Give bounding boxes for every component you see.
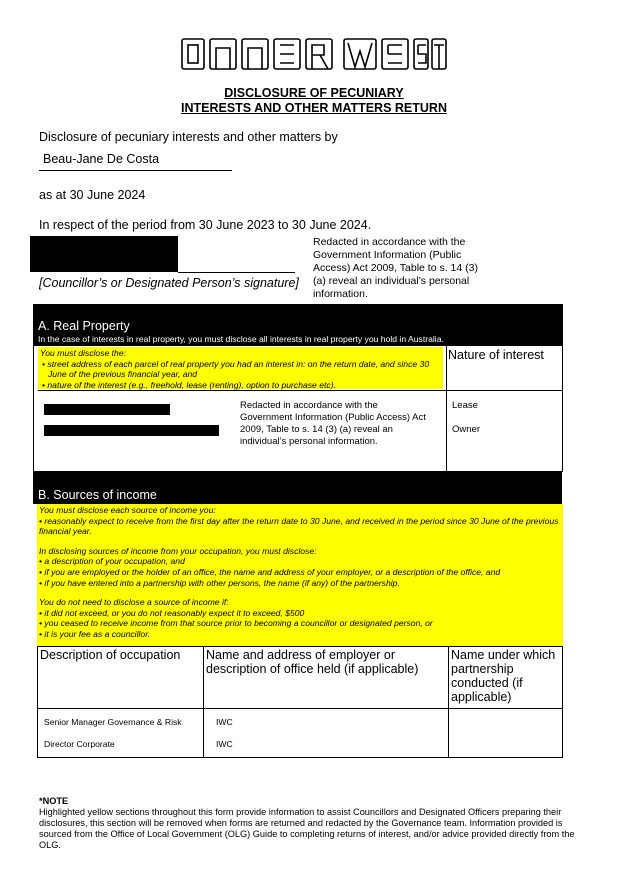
employer-value: IWC: [216, 739, 233, 749]
occupation-guidance-item: • a description of your occupation, and: [39, 556, 185, 567]
section-a-column-divider: [446, 346, 447, 472]
table-row: [38, 709, 563, 758]
signature-label: [Councillor’s or Designated Person’s signature]: [39, 276, 299, 290]
employer-value: IWC: [216, 717, 233, 727]
inner-west-logo: [180, 36, 448, 72]
section-a-redaction-note: Redacted in accordance with the Government Information (Public Access) Act 2009, Table to s. 14 (3) (a) reveal an individual’s personal information.: [240, 400, 426, 447]
section-a-header: [33, 304, 562, 346]
disclosure-by-label: Disclosure of pecuniary interests and other matters by: [39, 130, 338, 144]
section-a-heading: A. Real Property: [38, 319, 130, 333]
section-a-subheading: In the case of interests in real property, you must disclose all interests in real property you hold in Australia.: [38, 334, 444, 344]
period-statement: In respect of the period from 30 June 2023 to 30 June 2024.: [39, 218, 372, 232]
redacted-address-2: [44, 425, 219, 436]
section-a-guidance-item: • nature of the interest (e.g., freehold, lease (renting), option to purchase etc).: [42, 379, 336, 390]
form-title-line2: INTERESTS AND OTHER MATTERS RETURN: [181, 101, 447, 115]
section-a-guidance: [38, 347, 443, 389]
exclusion-item: • it is your fee as a councillor.: [39, 628, 151, 639]
section-b-guidance-line: • reasonably expect to receive from the first day after the return date to 30 June, and received in the period since 30 June of the previous financial year.: [39, 515, 559, 537]
form-title-line1: DISCLOSURE OF PECUNIARY: [224, 86, 404, 100]
employer-cell: [204, 709, 449, 758]
header-partnership: Name under which partnership conducted (if applicable): [449, 647, 563, 709]
person-name: Beau-Jane De Costa: [43, 152, 160, 166]
income-table: [37, 646, 563, 758]
section-b-guidance-title: You must disclose each source of income you:: [39, 505, 216, 515]
occupation-cell: [38, 709, 204, 758]
redacted-signature: [30, 236, 178, 272]
occupation-guidance-item: • if you are employed or the holder of an office, the name and address of your employer, or a description of the office, and: [39, 566, 501, 577]
redacted-address-1: [44, 404, 170, 415]
nature-of-interest-header: Nature of interest: [448, 348, 544, 362]
note-text: Highlighted yellow sections throughout this form provide information to assist Councillors and Designated Officers preparing their disclosures, this section will be removed when forms are returned and redacted by the Governance team. Information provided is sourced from the Office of Local Government (OLG) Guide to completing returns of interest, and/or advice provided directly from the OLG.: [39, 807, 575, 850]
exclusion-title: You do not need to disclose a source of income if:: [39, 597, 229, 608]
section-a-row-divider: [38, 390, 563, 391]
nature-owner: Owner: [452, 424, 480, 435]
section-a-guidance-item: • street address of each parcel of real property you had an interest in: on the return date, and since 30 June of the previous financial year, and: [42, 358, 430, 380]
name-underline: [39, 170, 232, 171]
exclusion-item: • you ceased to receive income from that source prior to becoming a councillor or designated person, or: [39, 618, 433, 629]
section-b-heading: B. Sources of income: [38, 488, 157, 502]
as-at-date: as at 30 June 2024: [39, 188, 146, 202]
note-title: *NOTE: [39, 796, 69, 806]
partnership-cell: [449, 709, 563, 758]
occupation-guidance-title: In disclosing sources of income from your occupation, you must disclose:: [39, 545, 317, 556]
occupation-value: Senior Manager Governance & Risk: [44, 717, 182, 727]
signature-line: [178, 272, 295, 273]
section-b-header: [33, 472, 562, 504]
section-a-guidance-title: You must disclose the:: [40, 348, 126, 358]
header-occupation: Description of occupation: [38, 647, 204, 709]
income-table-header-row: [38, 647, 563, 709]
occupation-guidance-item: • if you have entered into a partnership with other persons, the name (if any) of the partnership.: [39, 577, 400, 588]
section-b-guidance: [37, 504, 563, 646]
exclusion-item: • it did not exceed, or you do not reasonably expect it to exceed, $500: [39, 607, 305, 618]
nature-lease: Lease: [452, 400, 478, 411]
signature-redaction-note: Redacted in accordance with the Government Information (Public Access) Act 2009, Table to s. 14 (3) (a) reveal an individual’s personal information.: [313, 236, 478, 300]
occupation-value: Director Corporate: [44, 739, 115, 749]
header-employer: Name and address of employer or description of office held (if applicable): [204, 647, 449, 709]
